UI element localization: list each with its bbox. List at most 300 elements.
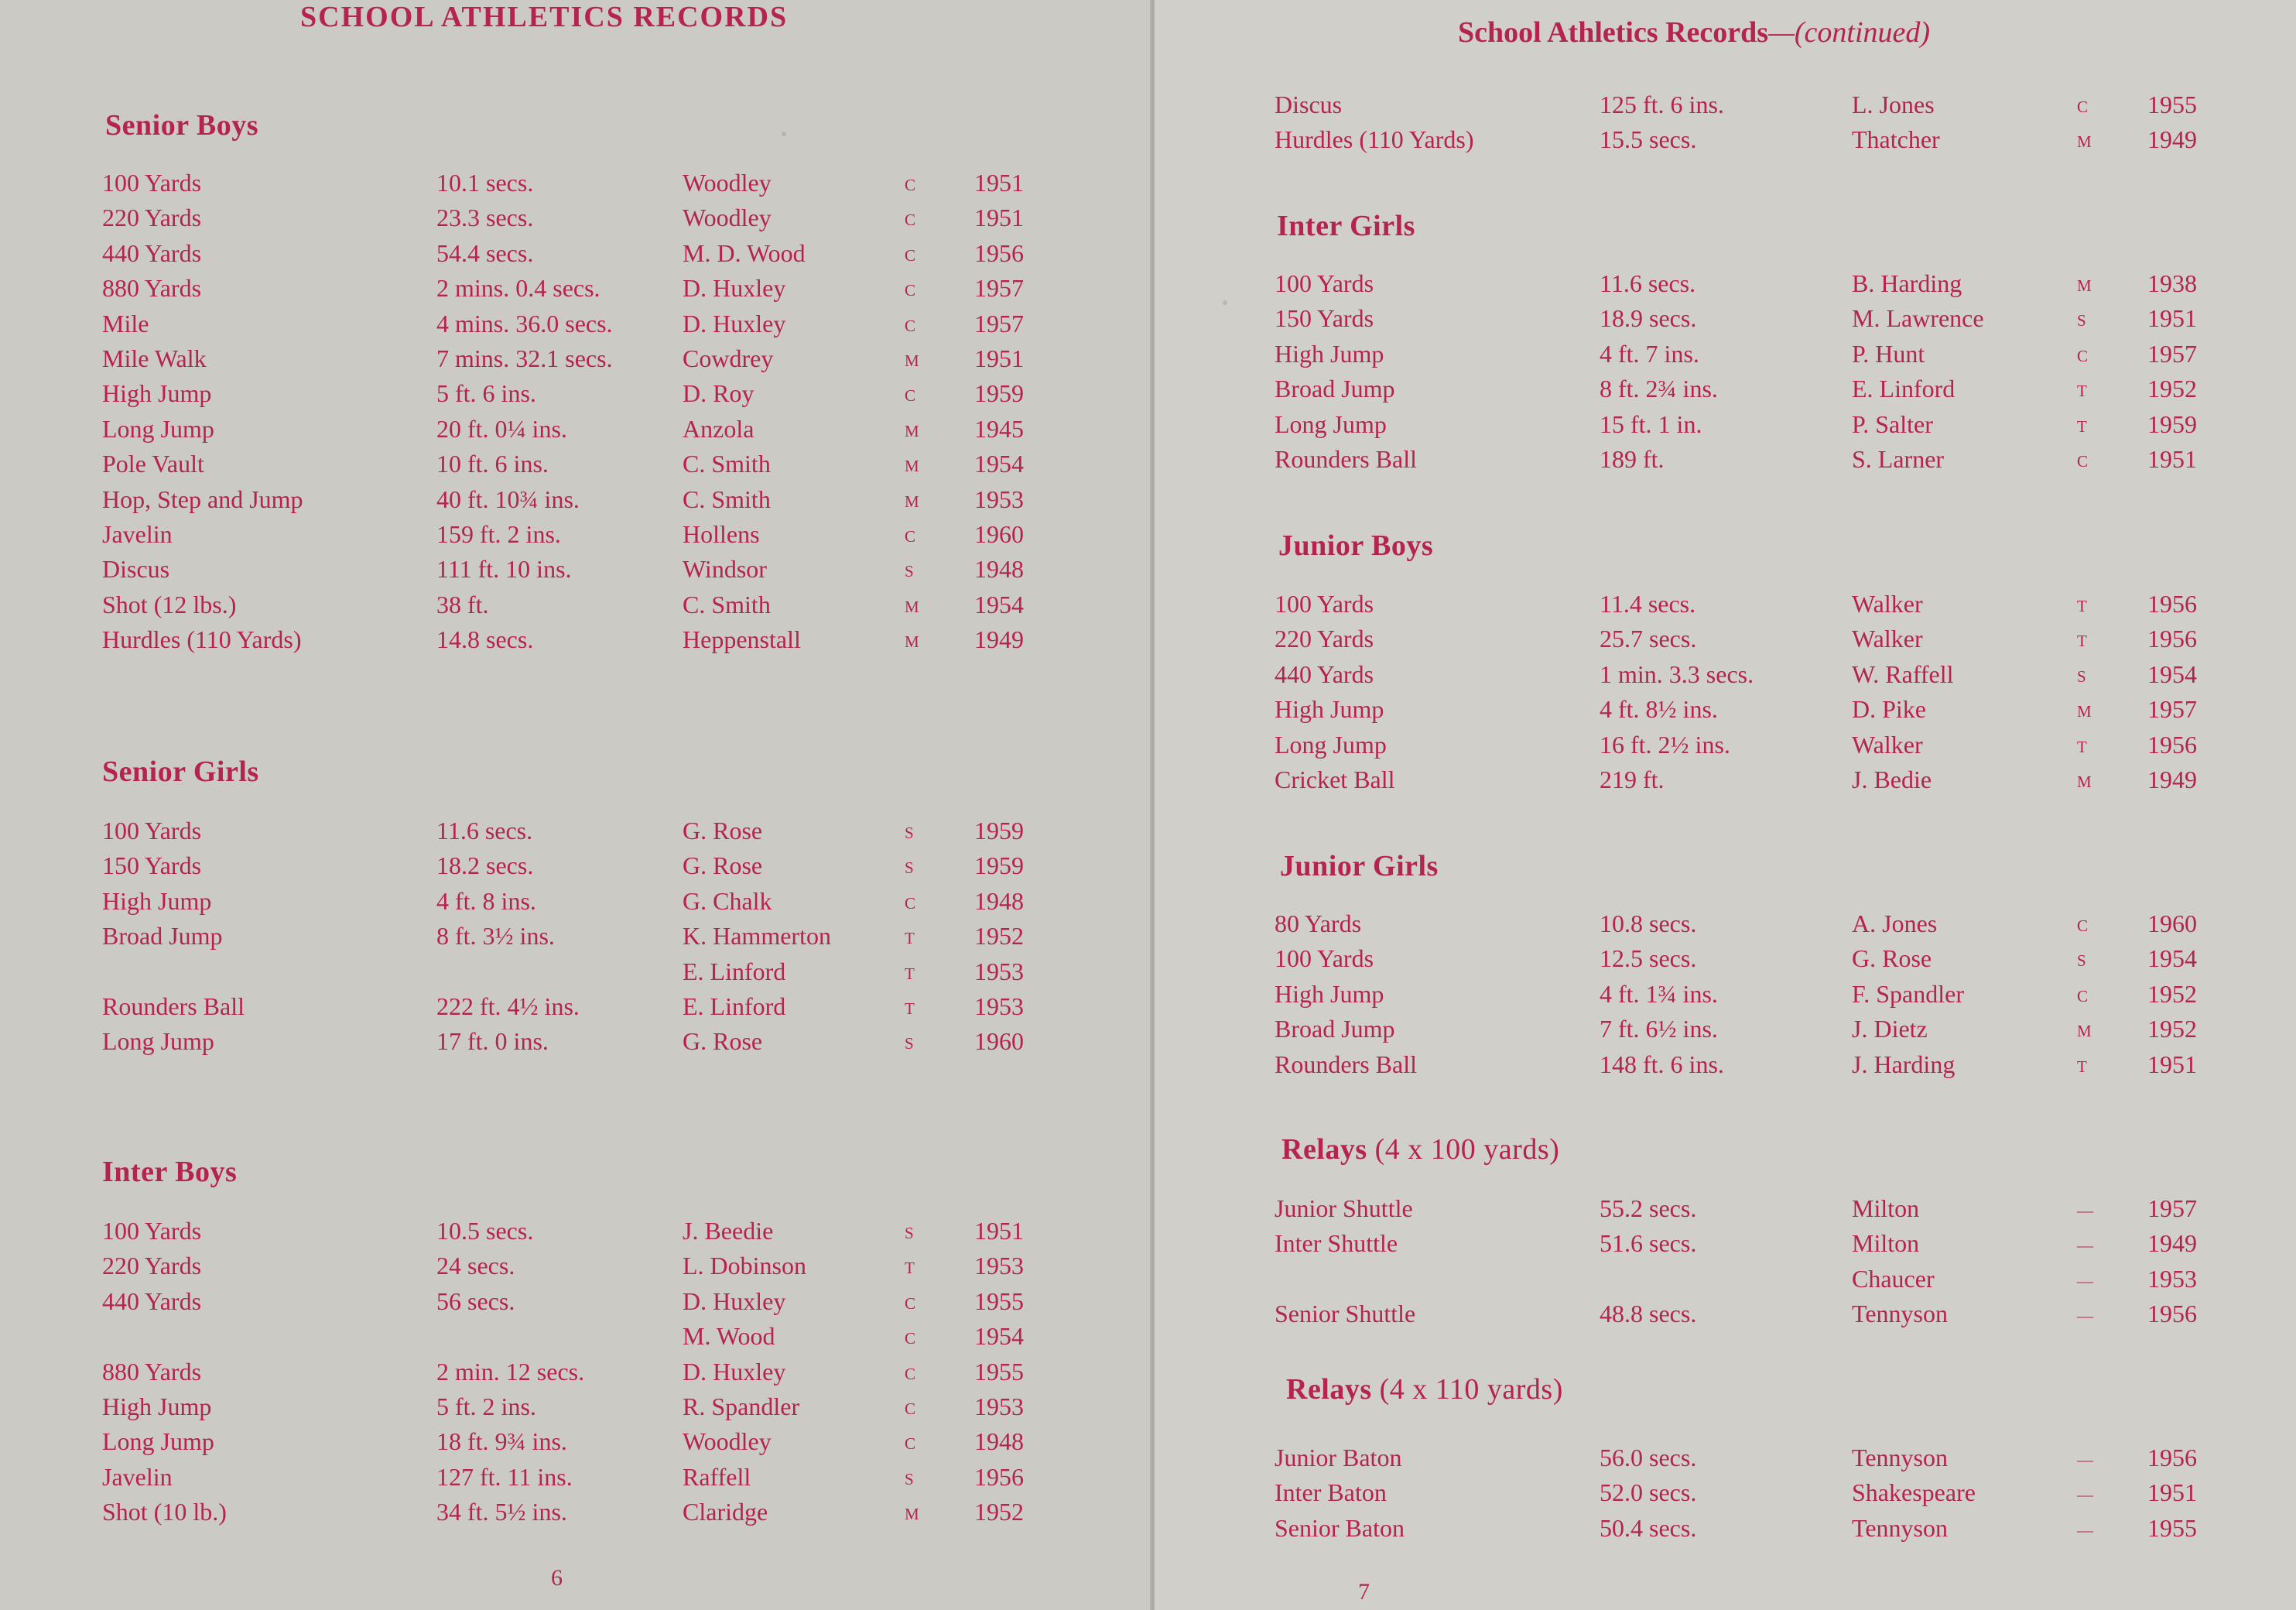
event-name: Hop, Step and Jump [102,485,303,513]
record-holder: R. Spandler [683,1392,800,1420]
record-performance: 4 mins. 36.0 secs. [436,310,613,337]
section-heading-text: Relays [1286,1373,1372,1406]
event-name: 80 Yards [1275,909,1362,937]
event-name: Long Jump [102,1427,214,1455]
house-letter: C [905,1294,917,1313]
house-letter: — [2077,1236,2094,1255]
house-letter: M [2077,702,2092,721]
house-letter: T [2077,382,2088,400]
record-performance: 2 mins. 0.4 secs. [436,274,601,302]
record-year: 1954 [974,450,1024,478]
record-holder: L. Jones [1852,91,1935,118]
right-page [1155,0,2296,1610]
record-holder: M. Lawrence [1852,304,1984,332]
record-performance: 4 ft. 1¾ ins. [1600,980,1718,1008]
house-letter: C [905,894,917,913]
record-year: 1957 [974,274,1024,302]
house-letter: C [905,1365,917,1383]
record-holder: B. Harding [1852,269,1962,297]
house-letter: T [2077,738,2088,756]
record-year: 1955 [974,1358,1024,1386]
record-holder: S. Larner [1852,445,1945,473]
house-letter: M [905,351,920,370]
record-year: 1957 [2147,695,2197,723]
event-name: High Jump [102,379,212,407]
record-holder: Woodley [683,204,772,231]
event-name: 440 Yards [102,239,202,267]
page-title-continued: —(continued) [1768,16,1931,49]
section-heading-text: Relays [1281,1133,1367,1166]
page-number: 6 [551,1565,563,1591]
record-performance: 25.7 secs. [1600,625,1697,653]
house-letter: S [905,858,915,877]
record-holder: G. Rose [683,851,763,879]
house-letter: M [905,457,920,475]
house-letter: M [2077,772,2092,791]
record-performance: 14.8 secs. [436,625,534,653]
paper-mark [782,132,786,136]
house-letter: — [2077,1272,2094,1290]
record-performance: 20 ft. 0¼ ins. [436,415,567,443]
record-holder: Heppenstall [683,625,801,653]
record-performance: 11.6 secs. [1600,269,1696,297]
house-letter: S [2077,951,2087,970]
record-year: 1960 [974,520,1024,548]
house-letter: C [905,1329,917,1348]
record-holder: Shakespeare [1852,1478,1976,1506]
record-year: 1948 [974,887,1024,915]
record-holder: E. Linford [1852,375,1956,402]
event-name: Long Jump [1275,410,1387,438]
event-name: 220 Yards [102,1252,202,1279]
house-letter: C [2077,987,2089,1005]
record-holder: M. D. Wood [683,239,806,267]
record-year: 1953 [974,992,1024,1020]
event-name: 880 Yards [102,274,202,302]
house-letter: T [2077,417,2088,436]
record-year: 1952 [974,1498,1024,1526]
record-year: 1956 [974,239,1024,267]
record-year: 1953 [2147,1265,2197,1293]
record-performance: 222 ft. 4½ ins. [436,992,580,1020]
house-letter: C [2077,98,2089,116]
record-year: 1949 [2147,125,2197,153]
house-letter: C [905,1399,917,1418]
house-letter: — [2077,1485,2094,1504]
record-performance: 34 ft. 5½ ins. [436,1498,567,1526]
record-year: 1954 [974,591,1024,618]
record-performance: 50.4 secs. [1600,1514,1697,1542]
record-holder: Windsor [683,555,767,583]
record-performance: 56.0 secs. [1600,1444,1697,1471]
event-name: 220 Yards [1275,625,1374,653]
record-holder: D. Huxley [683,1287,786,1315]
event-name: Javelin [102,520,173,548]
record-performance: 24 secs. [436,1252,515,1279]
section-heading-text: Junior Boys [1278,529,1434,562]
record-year: 1956 [974,1463,1024,1491]
record-holder: F. Spandler [1852,980,1964,1008]
record-holder: E. Linford [683,957,786,985]
record-performance: 7 mins. 32.1 secs. [436,344,613,372]
house-letter: C [905,176,917,194]
event-name: Senior Shuttle [1275,1300,1416,1327]
event-name: High Jump [1275,340,1384,368]
record-year: 1952 [2147,375,2197,402]
record-year: 1959 [974,851,1024,879]
record-year: 1957 [2147,340,2197,368]
record-performance: 18.2 secs. [436,851,534,879]
record-performance: 17 ft. 0 ins. [436,1027,549,1055]
record-performance: 18 ft. 9¾ ins. [436,1427,567,1455]
record-year: 1949 [2147,766,2197,793]
record-year: 1953 [974,957,1024,985]
event-name: 100 Yards [1275,269,1374,297]
record-year: 1945 [974,415,1024,443]
section-heading [1280,849,1439,883]
house-letter: T [905,999,915,1018]
record-performance: 1 min. 3.3 secs. [1600,660,1754,688]
record-holder: Tennyson [1852,1514,1948,1542]
event-name: 440 Yards [102,1287,202,1315]
record-holder: P. Hunt [1852,340,1925,368]
record-performance: 125 ft. 6 ins. [1600,91,1724,118]
record-performance: 7 ft. 6½ ins. [1600,1015,1718,1043]
record-year: 1957 [974,310,1024,337]
record-performance: 10.1 secs. [436,169,534,197]
record-performance: 148 ft. 6 ins. [1600,1050,1724,1078]
house-letter: S [905,562,915,581]
event-name: Rounders Ball [1275,445,1417,473]
record-holder: Cowdrey [683,344,774,372]
record-year: 1960 [974,1027,1024,1055]
record-performance: 10.5 secs. [436,1217,534,1245]
event-name: Cricket Ball [1275,766,1395,793]
house-letter: C [905,317,917,335]
record-year: 1954 [2147,944,2197,972]
record-holder: Woodley [683,1427,772,1455]
house-letter: — [2077,1521,2094,1540]
section-heading [102,755,259,789]
record-performance: 56 secs. [436,1287,515,1315]
record-year: 1952 [2147,1015,2197,1043]
house-letter: C [905,246,917,265]
record-year: 1955 [2147,91,2197,118]
record-holder: G. Chalk [683,887,772,915]
page-number: 7 [1358,1579,1370,1605]
record-year: 1959 [2147,410,2197,438]
house-letter: C [2077,452,2089,471]
house-letter: T [905,964,915,983]
house-letter: M [2077,132,2092,151]
record-holder: Milton [1852,1194,1920,1222]
section-heading-text: Inter Boys [102,1156,238,1188]
record-holder: C. Smith [683,450,771,478]
record-holder: Walker [1852,731,1923,759]
event-name: Javelin [102,1463,173,1491]
event-name: Rounders Ball [102,992,245,1020]
event-name: Inter Shuttle [1275,1229,1398,1257]
record-year: 1954 [974,1322,1024,1350]
record-holder: J. Harding [1852,1050,1956,1078]
record-year: 1956 [2147,590,2197,618]
house-letter: T [905,1259,915,1277]
record-year: 1948 [974,1427,1024,1455]
event-name: 100 Yards [1275,944,1374,972]
record-year: 1953 [974,1392,1024,1420]
house-letter: C [905,386,917,405]
house-letter: S [905,1470,915,1488]
record-holder: Raffell [683,1463,751,1491]
event-name: Inter Baton [1275,1478,1387,1506]
event-name: 880 Yards [102,1358,202,1386]
record-performance: 15 ft. 1 in. [1600,410,1702,438]
record-holder: G. Rose [683,817,763,844]
house-letter: — [2077,1307,2094,1325]
record-holder: J. Dietz [1852,1015,1928,1043]
section-subheading: (4 x 110 yards) [1379,1373,1563,1406]
record-performance: 18.9 secs. [1600,304,1697,332]
record-performance: 8 ft. 2¾ ins. [1600,375,1718,402]
event-name: Hurdles (110 Yards) [102,625,302,653]
house-letter: S [905,1224,915,1242]
section-heading [105,108,258,142]
event-name: 100 Yards [102,817,202,844]
house-letter: — [2077,1451,2094,1469]
record-performance: 4 ft. 8 ins. [436,887,536,915]
record-performance: 8 ft. 3½ ins. [436,922,555,950]
house-letter: M [905,1505,920,1523]
record-year: 1956 [2147,1300,2197,1327]
record-holder: A. Jones [1852,909,1938,937]
record-holder: Walker [1852,590,1923,618]
record-performance: 111 ft. 10 ins. [436,555,572,583]
record-performance: 11.6 secs. [436,817,533,844]
event-name: Shot (10 lb.) [102,1498,227,1526]
record-year: 1951 [974,204,1024,231]
record-holder: G. Rose [683,1027,763,1055]
event-name: Long Jump [102,1027,214,1055]
event-name: 100 Yards [102,1217,202,1245]
house-letter: S [905,824,915,842]
record-year: 1949 [2147,1229,2197,1257]
record-holder: D. Huxley [683,274,786,302]
section-heading-text: Senior Girls [102,755,259,788]
house-letter: C [905,281,917,300]
record-year: 1952 [2147,980,2197,1008]
house-letter: S [2077,311,2087,330]
event-name: Long Jump [102,415,214,443]
record-performance: 4 ft. 8½ ins. [1600,695,1718,723]
house-letter: M [2077,276,2092,295]
record-holder: Chaucer [1852,1265,1935,1293]
house-letter: T [2077,597,2088,615]
record-year: 1956 [2147,731,2197,759]
record-performance: 10.8 secs. [1600,909,1697,937]
event-name: 150 Yards [102,851,202,879]
record-year: 1959 [974,379,1024,407]
page-title [1458,15,1930,50]
house-letter: C [905,1434,917,1453]
record-year: 1949 [974,625,1024,653]
event-name: Discus [1275,91,1343,118]
record-performance: 52.0 secs. [1600,1478,1697,1506]
paper-mark [1223,300,1227,305]
record-holder: Tennyson [1852,1444,1948,1471]
page-title: SCHOOL ATHLETICS RECORDS [300,1,789,33]
event-name: High Jump [1275,695,1384,723]
record-holder: Tennyson [1852,1300,1948,1327]
record-performance: 12.5 secs. [1600,944,1697,972]
record-holder: C. Smith [683,485,771,513]
record-year: 1954 [2147,660,2197,688]
house-letter: C [905,527,917,546]
record-performance: 51.6 secs. [1600,1229,1697,1257]
house-letter: M [905,632,920,651]
record-performance: 11.4 secs. [1600,590,1696,618]
house-letter: T [905,929,915,947]
record-performance: 5 ft. 2 ins. [436,1392,536,1420]
record-holder: Walker [1852,625,1923,653]
event-name: 100 Yards [102,169,202,197]
event-name: Long Jump [1275,731,1387,759]
event-name: High Jump [1275,980,1384,1008]
record-performance: 4 ft. 7 ins. [1600,340,1699,368]
record-year: 1955 [2147,1514,2197,1542]
section-heading-text: Junior Girls [1280,850,1439,882]
record-year: 1953 [974,485,1024,513]
record-performance: 55.2 secs. [1600,1194,1697,1222]
record-holder: Thatcher [1852,125,1940,153]
event-name: Discus [102,555,170,583]
record-holder: J. Bedie [1852,766,1932,793]
record-year: 1951 [2147,445,2197,473]
record-performance: 38 ft. [436,591,489,618]
record-holder: P. Salter [1852,410,1933,438]
record-performance: 127 ft. 11 ins. [436,1463,573,1491]
record-year: 1951 [974,169,1024,197]
record-holder: K. Hammerton [683,922,831,950]
section-heading [1278,529,1433,563]
record-holder: Milton [1852,1229,1920,1257]
record-holder: D. Pike [1852,695,1926,723]
record-performance: 219 ft. [1600,766,1665,793]
record-holder: W. Raffell [1852,660,1954,688]
record-holder: E. Linford [683,992,786,1020]
record-performance: 16 ft. 2½ ins. [1600,731,1730,759]
house-letter: M [2077,1022,2092,1040]
section-heading-text: Inter Girls [1277,210,1415,242]
record-holder: J. Beedie [683,1217,774,1245]
section-heading-text: Senior Boys [105,109,259,142]
record-holder: G. Rose [1852,944,1932,972]
record-year: 1953 [974,1252,1024,1279]
record-year: 1951 [2147,304,2197,332]
house-letter: M [905,598,920,616]
record-year: 1956 [2147,1444,2197,1471]
event-name: Broad Jump [1275,1015,1395,1043]
record-year: 1952 [974,922,1024,950]
house-letter: S [2077,667,2087,686]
house-letter: C [905,211,917,229]
record-performance: 23.3 secs. [436,204,534,231]
record-holder: L. Dobinson [683,1252,806,1279]
record-holder: M. Wood [683,1322,775,1350]
record-performance: 5 ft. 6 ins. [436,379,536,407]
event-name: Mile Walk [102,344,207,372]
house-letter: C [2077,347,2089,365]
record-year: 1951 [974,1217,1024,1245]
record-performance: 48.8 secs. [1600,1300,1697,1327]
record-year: 1938 [2147,269,2197,297]
event-name: High Jump [102,1392,212,1420]
section-heading [1286,1372,1563,1406]
event-name: High Jump [102,887,212,915]
event-name: Junior Shuttle [1275,1194,1413,1222]
house-letter: C [2077,916,2089,935]
record-performance: 189 ft. [1600,445,1665,473]
record-holder: Claridge [683,1498,768,1526]
record-holder: Anzola [683,415,754,443]
record-year: 1951 [2147,1478,2197,1506]
event-name: 220 Yards [102,204,202,231]
record-year: 1959 [974,817,1024,844]
record-holder: C. Smith [683,591,771,618]
record-year: 1948 [974,555,1024,583]
event-name: Rounders Ball [1275,1050,1417,1078]
record-performance: 40 ft. 10¾ ins. [436,485,580,513]
event-name: Shot (12 lbs.) [102,591,237,618]
house-letter: — [2077,1201,2094,1220]
section-heading [1281,1132,1559,1166]
record-year: 1951 [2147,1050,2197,1078]
section-subheading: (4 x 100 yards) [1374,1133,1560,1166]
house-letter: T [2077,1057,2088,1076]
record-performance: 159 ft. 2 ins. [436,520,561,548]
house-letter: T [2077,632,2088,650]
record-holder: Woodley [683,169,772,197]
record-year: 1956 [2147,625,2197,653]
section-heading [102,1155,237,1189]
record-performance: 15.5 secs. [1600,125,1697,153]
section-heading [1277,209,1415,243]
record-performance: 2 min. 12 secs. [436,1358,585,1386]
house-letter: M [905,492,920,511]
event-name: 100 Yards [1275,590,1374,618]
record-performance: 54.4 secs. [436,239,534,267]
event-name: Broad Jump [1275,375,1395,402]
event-name: 440 Yards [1275,660,1374,688]
event-name: Mile [102,310,149,337]
house-letter: S [905,1034,915,1053]
event-name: Junior Baton [1275,1444,1402,1471]
page-title-main: School Athletics Records [1458,16,1769,49]
house-letter: M [905,422,920,440]
record-holder: D. Huxley [683,310,786,337]
record-holder: D. Huxley [683,1358,786,1386]
event-name: 150 Yards [1275,304,1374,332]
event-name: Hurdles (110 Yards) [1275,125,1474,153]
record-holder: D. Roy [683,379,754,407]
record-holder: Hollens [683,520,760,548]
event-name: Pole Vault [102,450,204,478]
event-name: Broad Jump [102,922,223,950]
event-name: Senior Baton [1275,1514,1405,1542]
record-performance: 10 ft. 6 ins. [436,450,549,478]
record-year: 1951 [974,344,1024,372]
record-year: 1955 [974,1287,1024,1315]
record-year: 1957 [2147,1194,2197,1222]
